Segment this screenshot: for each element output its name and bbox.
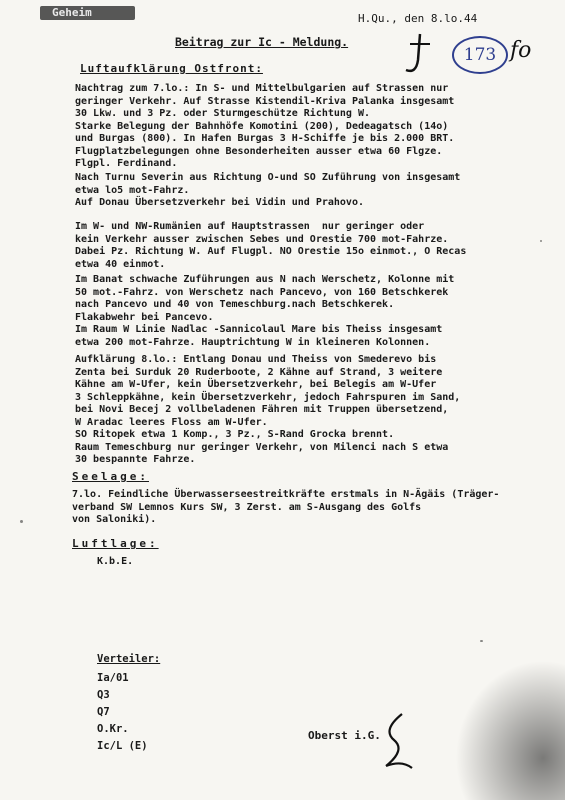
paragraph-nachtrag: Nachtrag zum 7.lo.: In S- und Mittelbulgarien auf Strassen nur geringer Verkehr. Auf Strasse Kistendil-Kriva Palanka insgesamt 30 Lkw. und 3 Pz. oder Sturmgeschütze Richtung W. Starke Belegung der Bahnhöfe Komotini (200), Dedeagatsch (14o) und Burgas (800). In Hafen Burgas 3 H-Schiffe je bis 2.000 BRT. Flugplatzbelegungen ohne Besonderheiten ausser etwa 60 Flgze. Flgpl. Ferdinand. bbox=[75, 83, 455, 169]
reference-number: 173 bbox=[463, 45, 497, 65]
distribution-list: Ia/01 Q3 Q7 O.Kr. Ic/L (E) bbox=[97, 672, 148, 752]
paragraph-aufklaerung: Aufklärung 8.lo.: Entlang Donau und Theiss von Smederevo bis Zenta bei Surduk 20 Ruderboote, 2 Kähne auf Strand, 3 weitere Kähne am W-Ufer, kein Übersetzverkehr, bei Belegis am W-Ufer 3 Schleppkähne, kein Übersetzverkehr, jedoch Fahrspuren im Sand, bei Novi Becej 2 vollbeladenen Fähren mit Truppen übersetzend, W Aradac leeres Floss am W-Ufer. SO Ritopek etwa 1 Komp., 3 Pz., S-Rand Grocka brennt. Raum Temeschburg nur geringer Verkehr, von Milenci nach S etwa 30 bespannte Fahrze. bbox=[75, 354, 461, 465]
paragraph-rumaenien: Im W- und NW-Rumänien auf Hauptstrassen nur geringer oder kein Verkehr ausser zwischen Sebes und Orestie 700 mot-Fahrze. Dabei Pz. Richtung W. Auf Flugpl. NO Orestie 15o einmot., O Recas etwa 40 einmot. bbox=[75, 221, 467, 270]
paragraph-banat: Im Banat schwache Zuführungen aus N nach Werschetz, Kolonne mit 50 mot.-Fahrz. von Werschetz nach Pancevo, von 160 Betschkerek nach Pancevo und 40 von Temeschburg.nach Betschkerek. Flakabwehr bei Pancevo. Im Raum W Linie Nadlac -Sannicolaul Mare bis Theiss insgesamt etwa 200 mot-Fahrze. Hauptrichtung W in kleineren Kolonnen. bbox=[75, 274, 455, 348]
scan-smudge bbox=[455, 660, 565, 800]
distribution-heading: Verteiler: bbox=[97, 653, 161, 665]
section-luftaufklaerung: Luftaufklärung Ostfront: bbox=[80, 62, 263, 75]
scan-speck bbox=[540, 240, 542, 242]
handwritten-signature bbox=[372, 710, 417, 770]
handwritten-initial-mark bbox=[400, 30, 440, 80]
paragraph-luftlage: K.b.E. bbox=[97, 556, 134, 567]
section-seelage: Seelage: bbox=[72, 470, 149, 483]
classification-stamp-text: Geheim bbox=[52, 6, 92, 19]
scan-speck bbox=[20, 520, 23, 523]
paragraph-turnu-severin: Nach Turnu Severin aus Richtung O-und SO Zuführung von insgesamt etwa lo5 mot-Fahrz. Auf Donau Übersetzverkehr bei Vidin und Prahovo. bbox=[75, 172, 461, 208]
signature-title: Oberst i.G. bbox=[308, 729, 381, 742]
document-title: Beitrag zur Ic - Meldung. bbox=[175, 35, 349, 49]
reference-number-circle bbox=[452, 36, 508, 74]
section-luftlage: Luftlage: bbox=[72, 537, 159, 550]
handwritten-mark: fo bbox=[510, 38, 532, 63]
place-date: H.Qu., den 8.lo.44 bbox=[358, 12, 478, 25]
scan-speck bbox=[480, 640, 483, 642]
paragraph-seelage: 7.lo. Feindliche Überwasserseestreitkräfte erstmals in N-Ägäis (Träger- verband SW Lemnos Kurs SW, 3 Zerst. am S-Ausgang des Golfs von Saloniki). bbox=[72, 489, 500, 525]
